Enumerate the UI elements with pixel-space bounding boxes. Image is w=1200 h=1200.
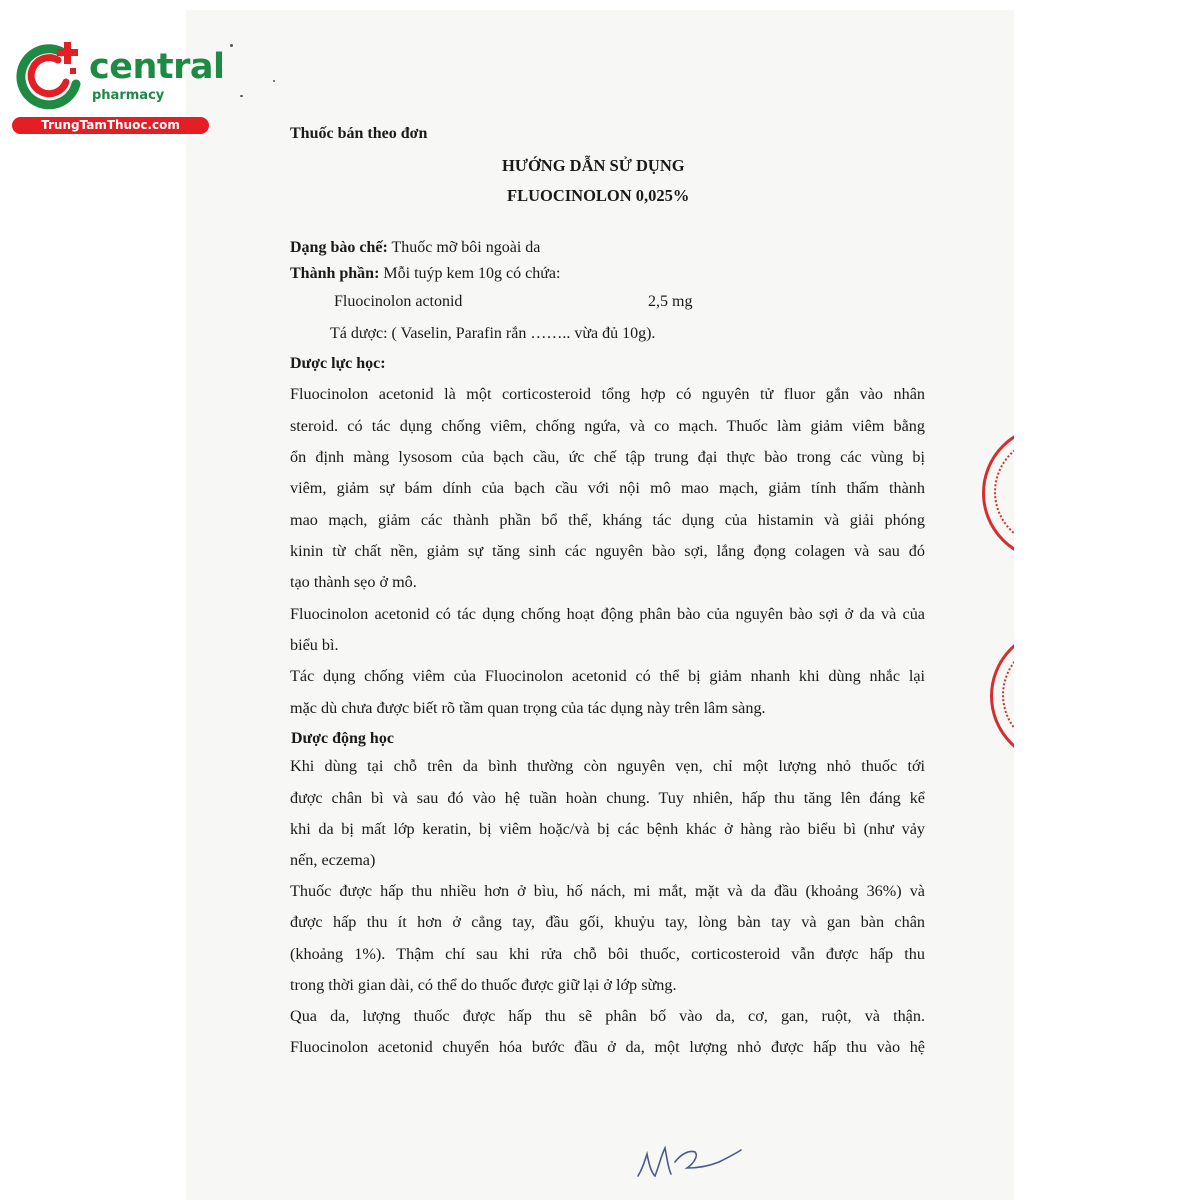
pharmacokinetics-line: Qua da, lượng thuốc được hấp thu sẽ phân bố vào da, cơ, gan, ruột, và thận. — [290, 1007, 925, 1025]
pharmacodynamics-line: ổn định màng lysosom của bạch cầu, ức chế tập trung đại thực bào trong các vùng bị — [290, 448, 925, 466]
ingredient-amount: 2,5 mg — [648, 293, 693, 310]
pharmacokinetics-line: Thuốc được hấp thu nhiều hơn ở bìu, hố nách, mi mắt, mặt và da đầu (khoảng 36%) và — [290, 882, 925, 900]
pharmacodynamics-line: Tác dụng chống viêm của Fluocinolon acetonid có thể bị giảm nhanh khi dùng nhắc lại — [290, 667, 925, 685]
logo-subtitle: pharmacy — [92, 88, 165, 103]
document-title: HƯỚNG DẪN SỬ DỤNG — [502, 156, 685, 175]
dosage-form — [290, 238, 540, 258]
ingredient-name: Fluocinolon actonid — [334, 293, 463, 310]
composition-label: Thành phần: — [290, 265, 380, 282]
pharmacodynamics-line: mặc dù chưa được biết rõ tầm quan trọng của tác dụng này trên lâm sàng. — [290, 699, 766, 717]
central-pharmacy-logo — [10, 38, 225, 138]
pharmacodynamics-heading: Dược lực học: — [290, 355, 386, 372]
pharmacokinetics-line: được chân bì và sau đó vào hệ tuần hoàn chung. Tuy nhiên, hấp thu tăng lên đáng kể — [290, 789, 925, 807]
pharmacokinetics-line: (khoảng 1%). Thậm chí sau khi rửa chỗ bôi thuốc, corticosteroid vẫn được hấp thu — [290, 945, 925, 963]
pharmacokinetics-line: được hấp thu ít hơn ở cẳng tay, đầu gối, khuỷu tay, lòng bàn tay và gan bàn chân — [290, 913, 925, 931]
logo-name: central — [89, 47, 225, 87]
pharmacodynamics-line: Fluocinolon acetonid có tác dụng chống hoạt động phân bào của nguyên bào sợi ở da và của — [290, 605, 925, 623]
pharmacokinetics-line: trong thời gian dài, có thể do thuốc được giữ lại ở lớp sừng. — [290, 976, 677, 994]
pharmacodynamics-line: biểu bì. — [290, 636, 339, 654]
prescription-note: Thuốc bán theo đơn — [290, 125, 428, 142]
pharmacodynamics-line: mao mạch, giảm các thành phần bổ thể, kháng tác dụng của histamin và giải phóng — [290, 511, 925, 529]
pharmacokinetics-heading: Dược động học — [291, 730, 394, 747]
pharmacy-cross-icon — [10, 38, 90, 116]
pharmacodynamics-line: kinin từ chất nền, giảm sự tăng sinh các nguyên bào sợi, lắng đọng colagen và sau đó — [290, 542, 925, 560]
signature — [635, 1138, 745, 1183]
pharmacodynamics-line: viêm, giảm sự bám dính của bạch cầu với nội mô mao mạch, giảm tính thấm thành — [290, 479, 925, 497]
pharmacodynamics-line: tạo thành sẹo ở mô. — [290, 573, 417, 591]
composition-value: Mỗi tuýp kem 10g có chứa: — [379, 265, 561, 282]
scan-speck — [240, 95, 243, 97]
excipients: Tá dược: ( Vaselin, Parafin rắn …….. vừa đủ 10g). — [330, 325, 656, 342]
composition — [290, 264, 560, 284]
stamp-area — [960, 410, 1014, 770]
pharmacokinetics-line: nến, eczema) — [290, 851, 376, 869]
pharmacodynamics-line: steroid. có tác dụng chống viêm, chống ngứa, và co mạch. Thuốc làm giảm viêm bằng — [290, 417, 925, 435]
scan-speck — [273, 80, 275, 82]
dosage-form-label: Dạng bào chế: — [290, 239, 388, 256]
product-name: FLUOCINOLON 0,025% — [507, 186, 690, 205]
logo-website: TrungTamThuoc.com — [12, 117, 209, 134]
pharmacokinetics-line: Fluocinolon acetonid chuyển hóa bước đầu ở da, một lượng nhỏ được hấp thu vào hệ — [290, 1038, 925, 1056]
pharmacokinetics-line: Khi dùng tại chỗ trên da bình thường còn nguyên vẹn, chỉ một lượng nhỏ thuốc tới — [290, 757, 925, 775]
dosage-form-value: Thuốc mỡ bôi ngoài da — [387, 239, 541, 256]
scan-speck — [230, 44, 233, 47]
pharmacodynamics-line: Fluocinolon acetonid là một corticosteroid tổng hợp có nguyên tử fluor gắn vào nhân — [290, 385, 925, 403]
pharmacokinetics-line: khi da bị mất lớp keratin, bị viêm hoặc/và bị các bệnh khác ở hàng rào biểu bì (như vảy — [290, 820, 925, 838]
